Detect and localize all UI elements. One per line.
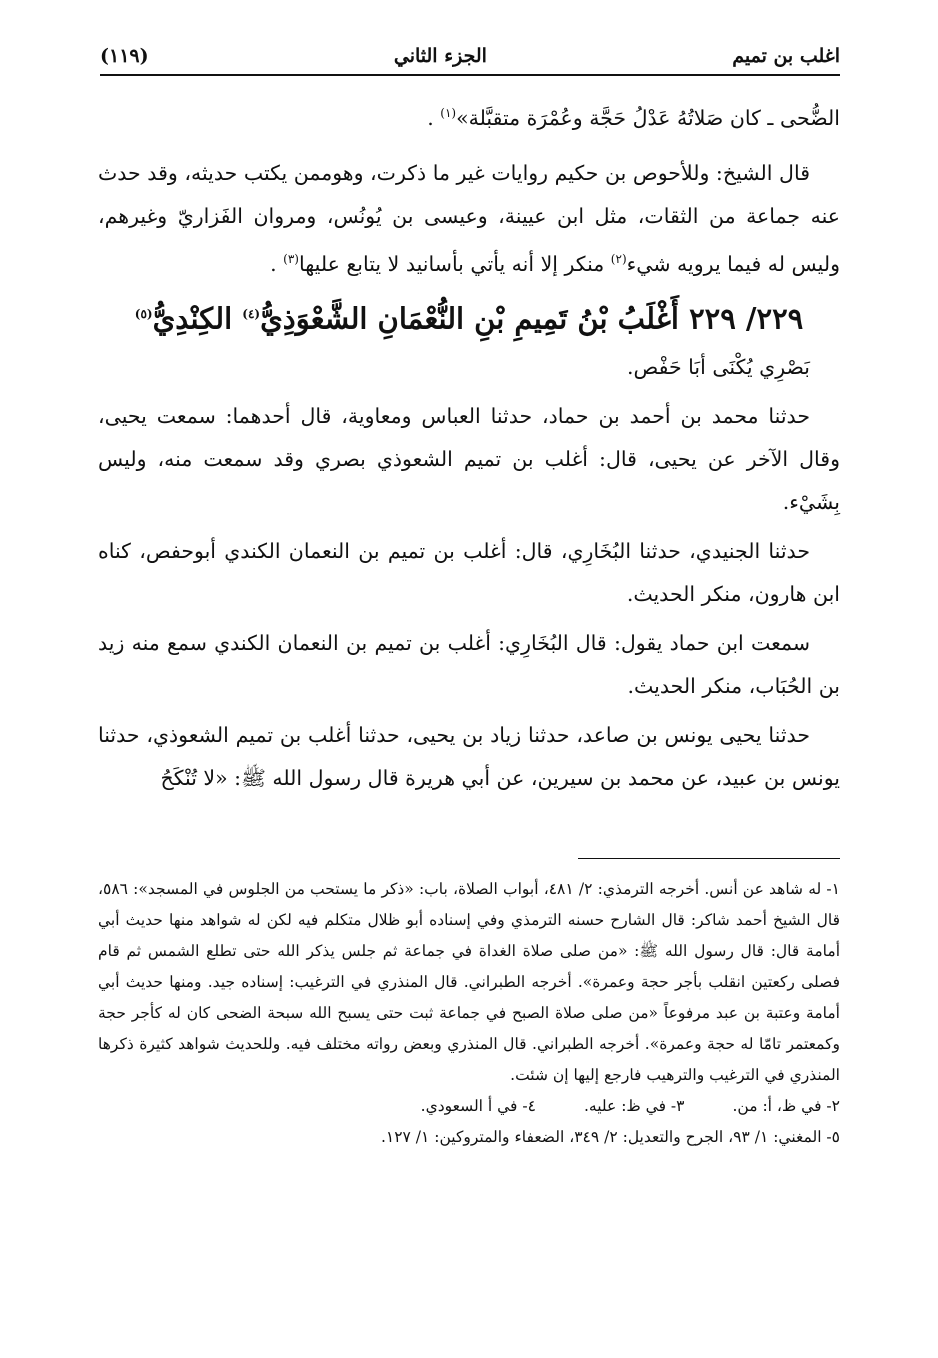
footnote-ref: (١) <box>440 106 457 120</box>
footnote-1: ١- له شاهد عن أنس. أخرجه الترمذي: ٢/ ٤٨١، أبواب الصلاة، باب: «ذكر ما يستحب من الجلوس في المسجد»: ٥٨٦، قال الشيخ أحمد شاكر: قال الشارح حسنه الترمذي وفي إسناده أبو ظلال متكلم فيه لكن له شواهد منها حديث أبي أمامة قال: قال رسول الله ﷺ: «من صلى صلاة الغداة في جماعة ثم جلس يذكر الله حتى تطلع الشمس ثم قام فصلى ركعتين انقلب بأجر حجة وعمرة». أخرجه الطبراني. قال المنذري في الترغيب: إسناده جيد. ومنها حديث أبي أمامة وعتبة بن عبد مرفوعاً «من صلى صلاة الصبح في جماعة ثبت حتى يسبح الله سبحة الضحى كان له كأجر حجة وكمعتمر تامّا له حجة وعمرة». أخرجه الطبراني. قال المنذري وبعض رواته مختلف فيه. وللحديث شواهد كثيرة ذكرها المنذري في الترغيب والترهيب فارجع إليها إن شئت. <box>98 880 840 1084</box>
volume-label: الجزء الثاني <box>393 45 487 67</box>
footnote-2: ٢- في ظ، أ: من. <box>732 1097 840 1115</box>
footnote-ref: (٤) <box>242 306 261 321</box>
paragraph-sheikh-comment: قال الشيخ: وللأحوص بن حكيم روايات غير ما ذكرت، وهوممن يكتب حديثه، وقد حدث عنه جماعة من الثقات، مثل ابن عيينة، وعيسى بن يُونُس، ومروان الفَزاريّ وغيرهم، وليس له فيما يرويه شيء$^{(٢)}$ منكر إلا أنه يأتي بأسانيد لا يتابع عليها$^{(٣)}$ . <box>98 160 840 276</box>
footnote-5: ٥- المغني: ١/ ٩٣، الجرح والتعديل: ٢/ ٣٤٩، الضعفاء والمتروكين: ١/ ١٢٧. <box>380 1128 840 1146</box>
footnotes <box>98 874 840 1153</box>
paragraph-kunya: بَصْرِي يُكْنَى أبَا حَفْص. <box>626 355 810 380</box>
paragraph-narration-2: حدثنا الجنيدي، حدثنا البُخَارِي، قال: أغلب بن تميم بن النعمان الكندي أبوحفص، كناه ابن هارون، منكر الحديث. <box>98 539 840 607</box>
running-title: اغلب بن تميم <box>732 45 840 67</box>
paragraph-narration-1: حدثنا محمد بن أحمد بن حماد، حدثنا العباس ومعاوية، قال أحدهما: سمعت يحيى، وقال الآخر عن يحيى، قال: أغلب بن تميم الشعوذي بصري وقد سمعت منه، وليس بِشَيْء. <box>98 404 840 515</box>
paragraph-narration-4: حدثنا يحيى يونس بن صاعد، حدثنا زياد بن يحيى، حدثنا أغلب بن تميم الشعوذي، حدثنا يونس بن عبيد، عن محمد بن سيرين، عن أبي هريرة قال رسول الله ﷺ: «لا تُنْكَحُ <box>98 723 840 791</box>
footnote-row <box>98 1091 840 1122</box>
footnote-ref: (٥) <box>134 306 153 321</box>
footnote-ref: (٢) <box>610 251 627 266</box>
main-text <box>98 92 840 806</box>
footnote-4: ٤- في أ السعودي. <box>420 1097 536 1115</box>
footnote-separator <box>578 858 840 859</box>
paragraph-continuation: الضُّحى ـ كان صَلاتُهُ عَدْلُ حَجَّة وعُمْرَة متقبَّلة»$^{(١)}$ . <box>427 105 840 130</box>
entry-heading: ٢٢٩/ ٢٢٩ أَغْلَبُ بْنُ تَمِيمِ بْنِ النُّعْمَانِ الشَّعْوَذِيُّ$^{(٤)}$ الكِنْدِيُّ$^{(٥)}$ <box>134 301 804 336</box>
page-number: (١١٩) <box>100 45 149 67</box>
paragraph-narration-3: سمعت ابن حماد يقول: قال البُخَارِي: أغلب بن تميم بن النعمان الكندي سمع منه زيد بن الحُبَاب، منكر الحديث. <box>98 631 840 699</box>
footnote-3: ٣- في ظ: عليه. <box>583 1097 685 1115</box>
footnote-ref: (٣) <box>283 251 299 266</box>
page-header <box>100 38 840 76</box>
